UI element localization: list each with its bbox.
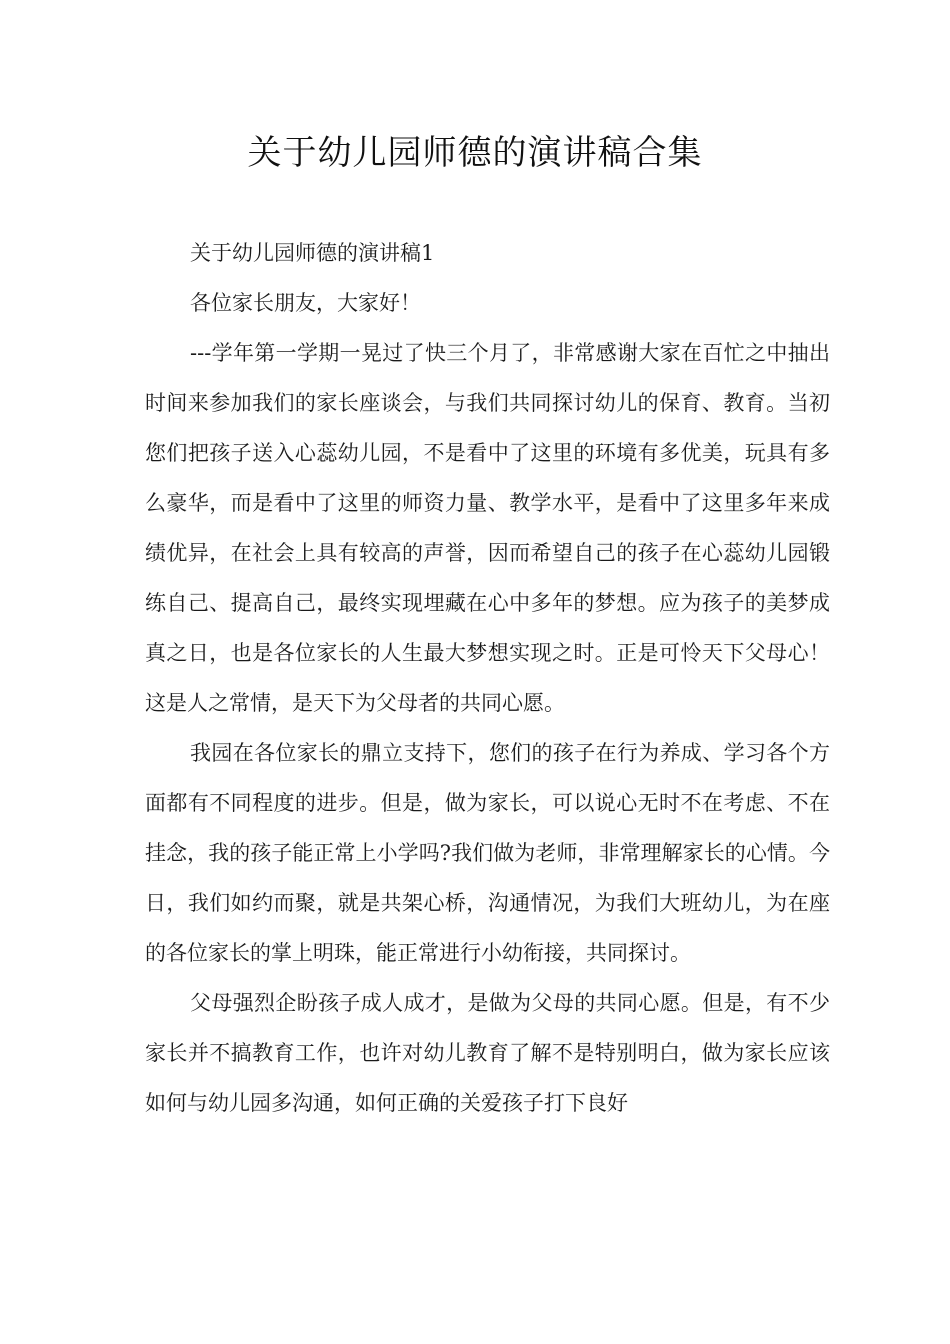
body-paragraph: 我园在各位家长的鼎立支持下，您们的孩子在行为养成、学习各个方面都有不同程度的进步。但是，做为家长，可以说心无时不在考虑、不在挂念，我的孩子能正常上小学吗?我们做为老师，非常理解家长的心情。今日，我们如约而聚，就是共架心桥，沟通情况，为我们大班幼儿，为在座的各位家长的掌上明珠，能正常进行小幼衔接，共同探讨。	[145, 741, 830, 965]
section-heading: 关于幼儿园师德的演讲稿1	[190, 241, 435, 265]
body-paragraph: 父母强烈企盼孩子成人成才，是做为父母的共同心愿。但是，有不少家长并不搞教育工作，也许对幼儿教育了解不是特别明白，做为家长应该如何与幼儿园多沟通，如何正确的关爱孩子打下良好	[145, 991, 830, 1115]
greeting-paragraph: 各位家长朋友，大家好！	[190, 291, 421, 315]
document-body	[145, 228, 830, 1128]
document-title: 关于幼儿园师德的演讲稿合集	[247, 133, 703, 173]
body-paragraph: ---学年第一学期一晃过了快三个月了，非常感谢大家在百忙之中抽出时间来参加我们的家长座谈会，与我们共同探讨幼儿的保育、教育。当初您们把孩子送入心蕊幼儿园，不是看中了这里的环境有多优美，玩具有多么豪华，而是看中了这里的师资力量、教学水平，是看中了这里多年来成绩优异，在社会上具有较高的声誉，因而希望自己的孩子在心蕊幼儿园锻练自己、提高自己，最终实现埋藏在心中多年的梦想。应为孩子的美梦成真之日，也是各位家长的人生最大梦想实现之时。正是可怜天下父母心！这是人之常情，是天下为父母者的共同心愿。	[145, 341, 830, 715]
